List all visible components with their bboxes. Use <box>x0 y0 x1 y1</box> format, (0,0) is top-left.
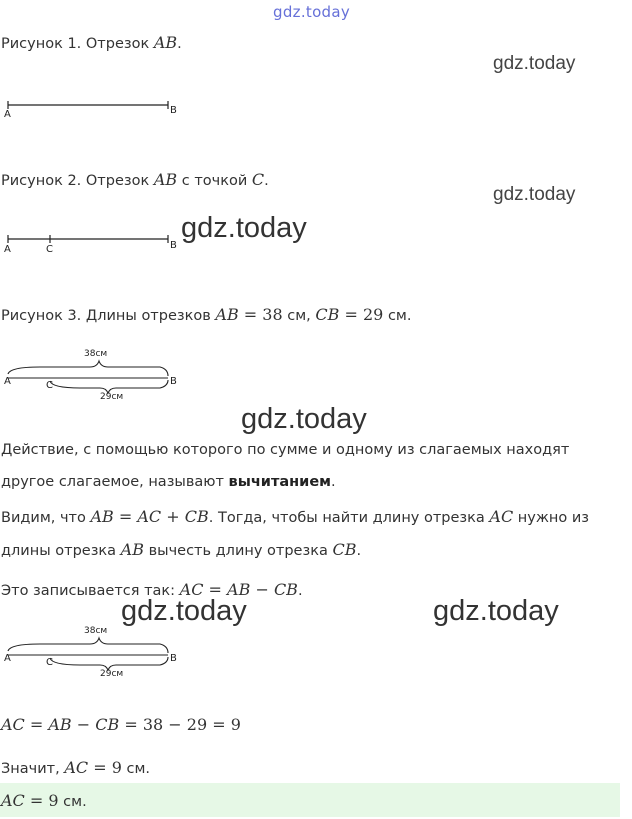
answer-box <box>0 783 620 817</box>
figure1-caption: Рисунок 1. Отрезок AB. <box>1 33 182 52</box>
svg-text:29см: 29см <box>100 669 124 679</box>
svg-text:C: C <box>46 244 53 255</box>
watermark-mid: gdz.today <box>241 403 367 435</box>
paragraph1-line1: Действие, с помощью которого по сумме и одному из слагаемых находят <box>1 442 570 458</box>
svg-text:C: C <box>46 380 53 391</box>
term-subtraction: вычитанием <box>228 474 332 490</box>
watermark-left: gdz.today <box>121 595 247 627</box>
figure3-diagram <box>0 343 200 403</box>
watermark-fig2-big: gdz.today <box>181 212 307 244</box>
brace-label-38: 38см <box>84 349 108 359</box>
figure1-segment <box>0 92 200 124</box>
figure2-segment <box>0 225 200 257</box>
figure2-caption: Рисунок 2. Отрезок AB с точкой C. <box>1 170 269 189</box>
figure3-caption: Рисунок 3. Длины отрезков AB = 38 см, CB = 29 см. <box>1 305 412 324</box>
watermark-right: gdz.today <box>433 595 559 627</box>
svg-text:A: A <box>4 653 11 664</box>
conclusion: Значит, AC = 9 см. <box>1 758 151 777</box>
brace-top <box>8 361 168 376</box>
answer-text: AC = 9 см. <box>1 791 87 810</box>
paragraph2-line1: Видим, что AB = AC + CB. Тогда, чтобы найти длину отрезка AC нужно из <box>1 507 590 526</box>
svg-text:A: A <box>4 244 11 255</box>
paragraph1-line2: другое слагаемое, называют вычитанием. <box>1 474 336 490</box>
svg-text:38см: 38см <box>84 626 108 636</box>
svg-text:A: A <box>4 376 11 387</box>
paragraph2-line2: длины отрезка AB вычесть длину отрезка CB. <box>1 540 362 559</box>
watermark-top: gdz.today <box>273 3 351 21</box>
brace-label-29: 29см <box>100 392 124 402</box>
paragraph3: Это записывается так: AC = AB − CB. <box>1 580 303 599</box>
figure4-diagram <box>0 620 200 680</box>
svg-text:C: C <box>46 657 53 668</box>
math-ab: AB <box>153 33 178 52</box>
label-a: A <box>4 109 11 120</box>
equation-line: AC = AB − CB = 38 − 29 = 9 <box>1 715 241 734</box>
svg-text:B: B <box>170 376 177 387</box>
watermark-fig1: gdz.today <box>493 53 576 74</box>
svg-text:B: B <box>170 653 177 664</box>
svg-text:B: B <box>170 240 177 251</box>
watermark-fig2-small: gdz.today <box>493 184 576 205</box>
label-b: B <box>170 105 177 116</box>
